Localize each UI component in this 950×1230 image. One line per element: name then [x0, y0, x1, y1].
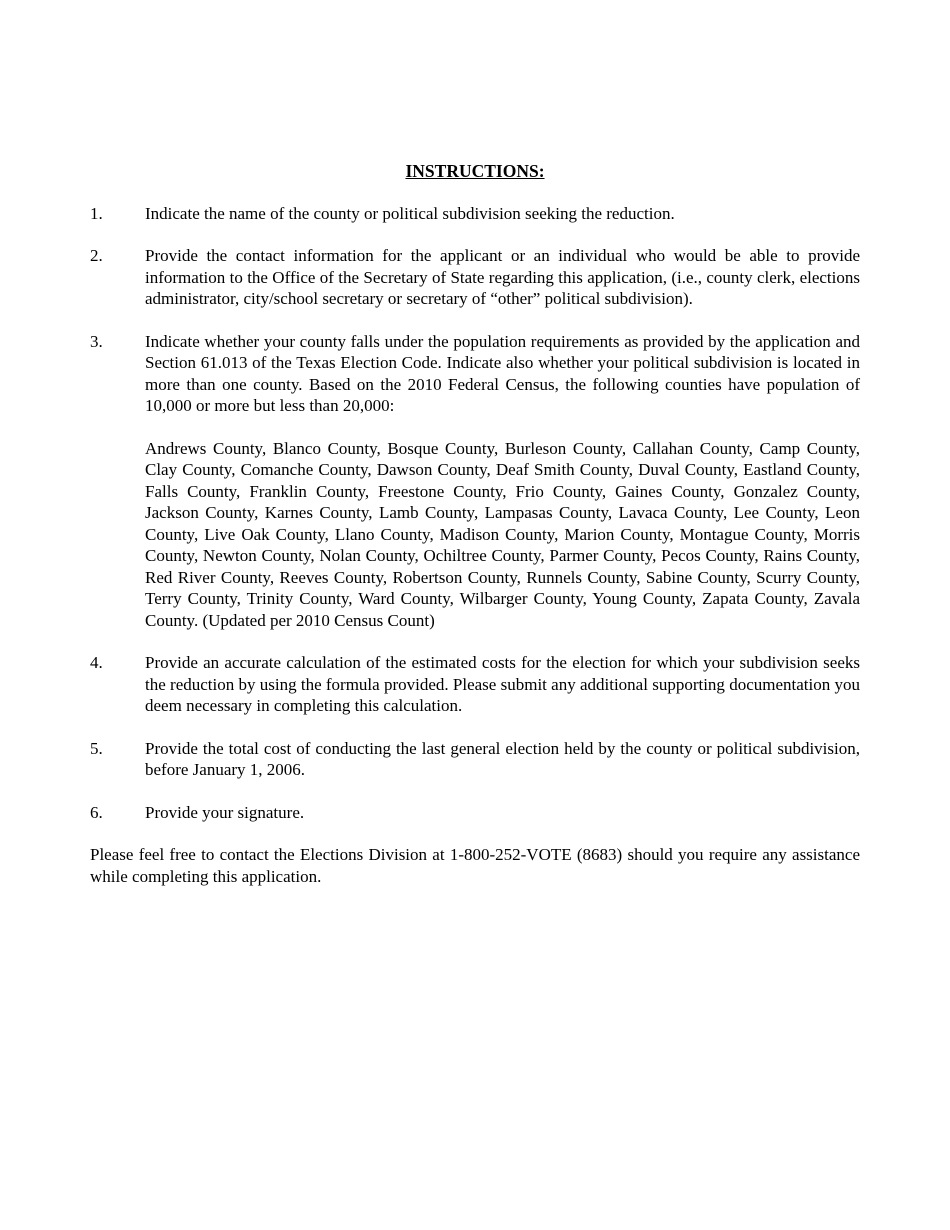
item-number: 6. — [90, 802, 103, 822]
item-text: Provide the total cost of conducting the last general election held by the county or political subdivision, before January 1, 2006. — [145, 738, 860, 779]
item-number: 5. — [90, 738, 103, 758]
closing-paragraph: Please feel free to contact the Elections Division at 1-800-252-VOTE (8683) should you require any assistance while completing this application. — [90, 845, 860, 886]
county-list: Andrews County, Blanco County, Bosque County, Burleson County, Callahan County, Camp County, Clay County, Comanche County, Dawson County, Deaf Smith County, Duval County, Eastland County, Falls County, Franklin County, Freestone County, Frio County, Gaines County, Gonzalez County, Jackson County, Karnes County, Lamb County, Lampasas County, Lavaca County, Lee County, Leon County, Live Oak County, Llano County, Madison County, Marion County, Montague County, Morris County, Newton County, Nolan County, Ochiltree County, Parmer County, Pecos County, Rains County, Red River County, Reeves County, Robertson County, Runnels County, Sabine County, Scurry County, Terry County, Trinity County, Ward County, Wilbarger County, Young County, Zapata County, Zavala County. (Updated per 2010 Census Count) — [145, 438, 860, 630]
page-title: INSTRUCTIONS: — [405, 161, 545, 181]
item-number: 3. — [90, 331, 103, 351]
instruction-item-3 — [90, 331, 860, 632]
instruction-item-1 — [90, 203, 860, 225]
item-text: Indicate whether your county falls under the population requirements as provided by the application and Section 61.013 of the Texas Election Code. Indicate also whether your political subdivision is located in more than one county. Based on the 2010 Federal Census, the following counties have population of 10,000 or more but less than 20,000: — [145, 331, 860, 415]
item-text: Indicate the name of the county or political subdivision seeking the reduction. — [145, 203, 675, 223]
item-number: 1. — [90, 203, 103, 223]
item-text: Provide your signature. — [145, 802, 305, 822]
instruction-item-6 — [90, 802, 860, 824]
instruction-item-5 — [90, 738, 860, 781]
instruction-item-4 — [90, 652, 860, 717]
instruction-item-2 — [90, 245, 860, 310]
item-number: 4. — [90, 653, 103, 672]
item-text: Provide an accurate calculation of the estimated costs for the election for which your subdivision seeks the reduction by using the formula provided. Please submit any additional supporting documentation you deem necessary in completing this calculation. — [145, 653, 860, 715]
item-number: 2. — [90, 246, 103, 265]
item-text: Provide the contact information for the applicant or an individual who would be able to provide information to the Office of the Secretary of State regarding this application, (i.e., county clerk, elections administrator, city/school secretary or secretary of “other” political subdivision). — [145, 246, 860, 308]
instructions-page — [90, 161, 860, 887]
